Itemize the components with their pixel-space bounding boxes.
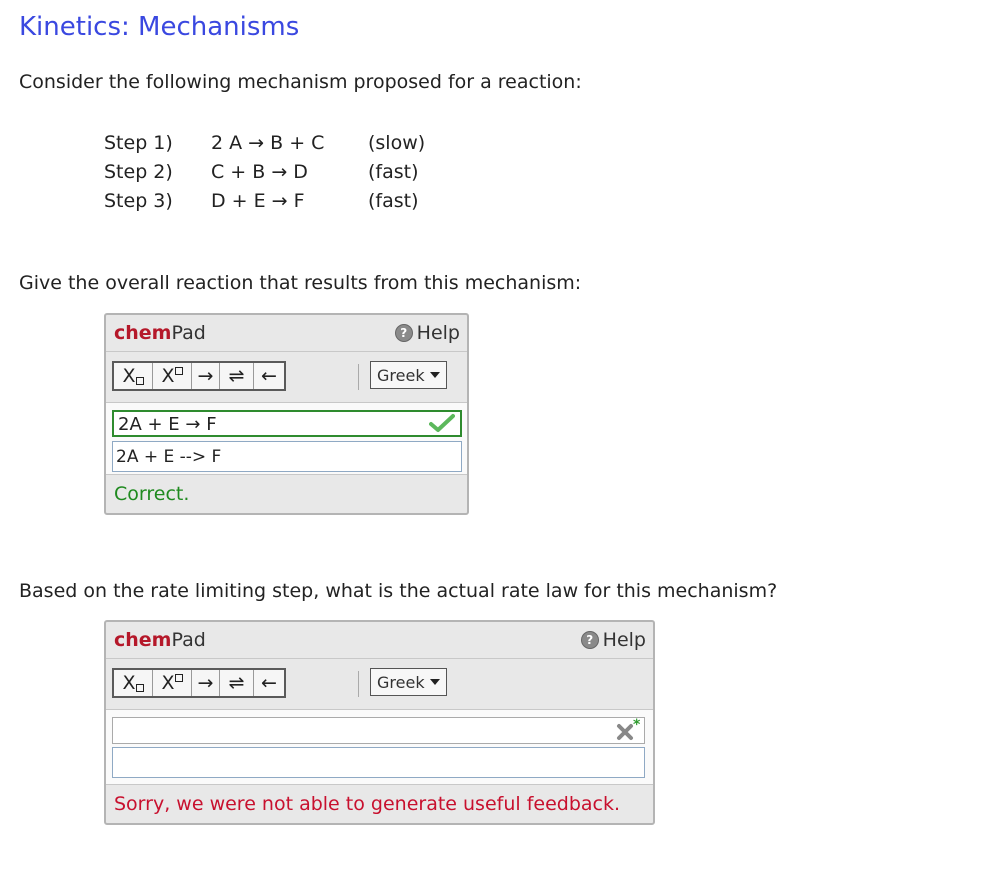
answer-input[interactable] [112, 747, 645, 778]
feedback-area [106, 475, 467, 513]
backspace-button[interactable]: ← [254, 363, 284, 389]
help-label: Help [416, 322, 460, 344]
brand-pad: Pad [171, 629, 206, 651]
step-label: Step 3) [104, 190, 173, 212]
intro-text: Consider the following mechanism proposed for a reaction: [19, 71, 582, 93]
page-title: Kinetics: Mechanisms [19, 12, 300, 42]
chempad-toolbar [106, 352, 467, 403]
brand-chem: chem [114, 322, 172, 344]
chempad-header [106, 315, 467, 352]
step-equation: D + E → F [211, 190, 305, 212]
feedback-text: Sorry, we were not able to generate useful feedback. [114, 793, 621, 815]
step-speed: (slow) [368, 132, 426, 154]
rendered-equation: 2A + E → F [118, 414, 217, 435]
subscript-label: X [122, 365, 136, 387]
toolbar-divider [358, 671, 359, 697]
chempad-header [106, 622, 653, 659]
greek-label: Greek [377, 365, 425, 385]
equilibrium-arrow-button[interactable]: ⇌ [220, 363, 254, 389]
chevron-down-icon [430, 679, 440, 685]
chempad-brand [114, 322, 206, 344]
chevron-down-icon [430, 372, 440, 378]
feedback-area [106, 785, 653, 823]
help-link[interactable] [395, 322, 460, 344]
step-label: Step 1) [104, 132, 173, 154]
superscript-button[interactable] [153, 363, 192, 389]
superscript-label: X [161, 672, 175, 694]
rendered-answer [112, 410, 462, 437]
check-icon [429, 413, 455, 433]
format-button-group [112, 361, 286, 391]
help-icon: ? [581, 631, 599, 649]
chempad-body [106, 403, 467, 475]
step-speed: (fast) [368, 190, 419, 212]
superscript-button[interactable] [153, 670, 192, 696]
reaction-arrow-button[interactable]: → [192, 363, 220, 389]
question-rate-law: Based on the rate limiting step, what is the actual rate law for this mechanism? [19, 580, 778, 602]
chempad-toolbar [106, 659, 653, 710]
superscript-label: X [161, 365, 175, 387]
incorrect-x-icon [615, 718, 643, 742]
greek-label: Greek [377, 672, 425, 692]
question-overall-reaction: Give the overall reaction that results from this mechanism: [19, 272, 582, 294]
reaction-arrow-button[interactable]: → [192, 670, 220, 696]
rendered-answer [112, 717, 645, 744]
brand-chem: chem [114, 629, 172, 651]
chempad-body [106, 710, 653, 785]
superscript-box-icon [175, 367, 183, 375]
subscript-button[interactable] [114, 363, 153, 389]
help-link[interactable] [581, 629, 646, 651]
equilibrium-arrow-button[interactable]: ⇌ [220, 670, 254, 696]
subscript-label: X [122, 672, 136, 694]
format-button-group [112, 668, 286, 698]
backspace-button[interactable]: ← [254, 670, 284, 696]
greek-dropdown[interactable] [370, 361, 447, 389]
feedback-text: Correct. [114, 483, 190, 505]
greek-dropdown[interactable] [370, 668, 447, 696]
toolbar-divider [358, 364, 359, 390]
chempad-brand [114, 629, 206, 651]
subscript-button[interactable] [114, 670, 153, 696]
subscript-box-icon [136, 377, 144, 385]
step-equation: C + B → D [211, 161, 308, 183]
help-icon: ? [395, 324, 413, 342]
chempad-rate-law [104, 620, 655, 825]
brand-pad: Pad [171, 322, 206, 344]
step-equation: 2 A → B + C [211, 132, 325, 154]
answer-input[interactable] [112, 441, 462, 472]
step-label: Step 2) [104, 161, 173, 183]
step-speed: (fast) [368, 161, 419, 183]
svg-text:*: * [633, 718, 641, 733]
help-label: Help [602, 629, 646, 651]
superscript-box-icon [175, 674, 183, 682]
subscript-box-icon [136, 684, 144, 692]
chempad-overall-reaction [104, 313, 469, 515]
